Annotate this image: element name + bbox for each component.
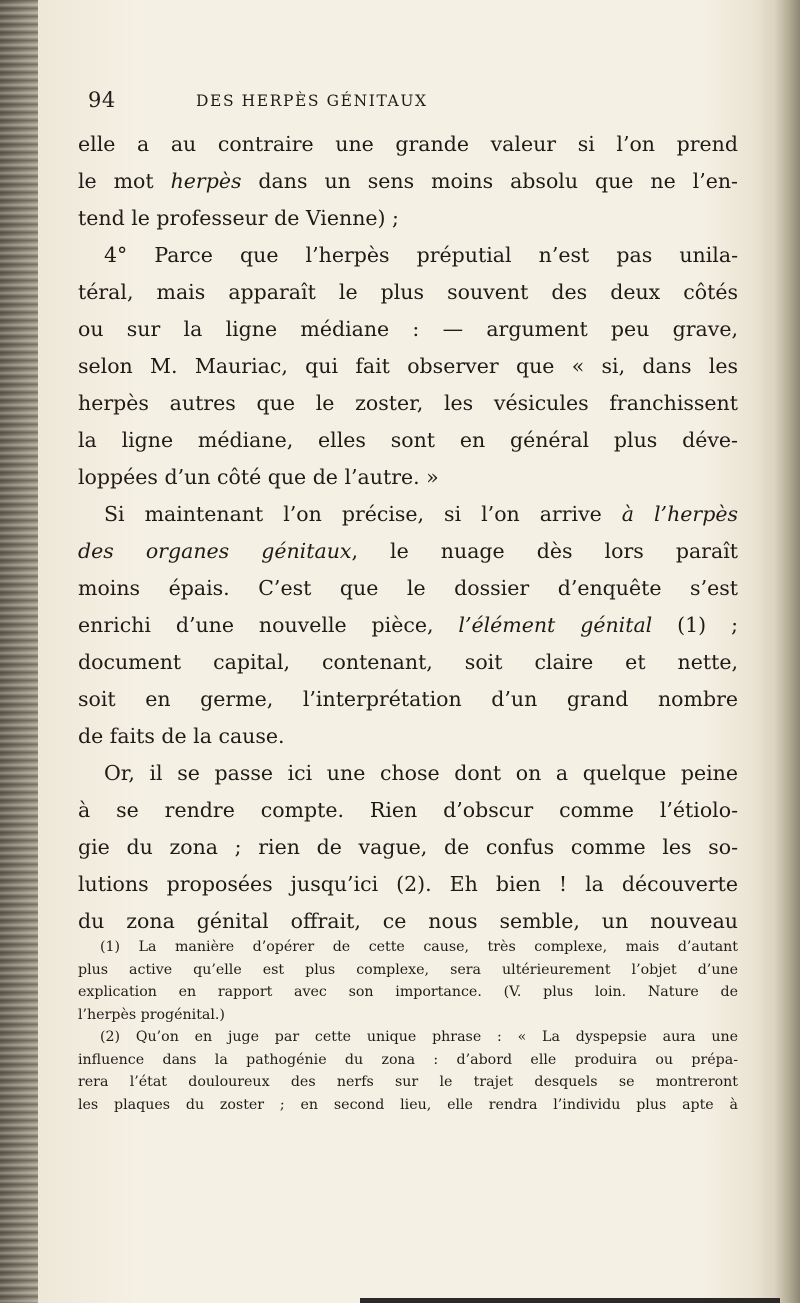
- page-right-edge: [760, 0, 800, 1303]
- running-title: DES HERPÈS GÉNITAUX: [196, 92, 428, 110]
- footnote-line: (2) Qu’on en juge par cette unique phrase : « La dyspepsie aura une: [100, 1029, 738, 1045]
- running-header: [88, 88, 668, 118]
- page-bottom-edge: [360, 1298, 780, 1303]
- body-line: moins épais. C’est que le dossier d’enquête s’est: [78, 576, 738, 600]
- body-line: elle a au contraire une grande valeur si l’on prend: [78, 132, 738, 156]
- body-line: lutions proposées jusqu’ici (2). Eh bien ! la découverte: [78, 872, 738, 896]
- body-line: selon M. Mauriac, qui fait observer que « si, dans les: [78, 354, 738, 378]
- footnote-line: l’herpès progénital.): [78, 1006, 225, 1023]
- body-line: soit en germe, l’interprétation d’un grand nombre: [78, 687, 738, 711]
- body-line: enrichi d’une nouvelle pièce, l’élément génital (1) ;: [78, 613, 738, 637]
- body-line: document capital, contenant, soit claire et nette,: [78, 650, 738, 674]
- footnotes: [78, 936, 738, 1116]
- body-line: le mot herpès dans un sens moins absolu que ne l’en-: [78, 169, 738, 193]
- body-line: Si maintenant l’on précise, si l’on arrive à l’herpès: [104, 502, 738, 526]
- body-line: la ligne médiane, elles sont en général plus déve-: [78, 428, 738, 452]
- body-line: loppées d’un côté que de l’autre. »: [78, 465, 439, 489]
- book-binding-edge: [0, 0, 38, 1303]
- body-line: 4° Parce que l’herpès préputial n’est pas unila-: [104, 243, 738, 267]
- body-line: herpès autres que le zoster, les vésicules franchissent: [78, 391, 738, 415]
- body-line: ou sur la ligne médiane : — argument peu grave,: [78, 317, 738, 341]
- body-text: [78, 126, 738, 940]
- body-line: gie du zona ; rien de vague, de confus comme les so-: [78, 835, 738, 859]
- footnote-line: les plaques du zoster ; en second lieu, elle rendra l’individu plus apte à: [78, 1096, 738, 1113]
- body-line: des organes génitaux, le nuage dès lors paraît: [78, 539, 738, 563]
- body-line: de faits de la cause.: [78, 724, 285, 748]
- footnote-line: rera l’état douloureux des nerfs sur le trajet desquels se montreront: [78, 1074, 738, 1090]
- footnote-line: (1) La manière d’opérer de cette cause, très complexe, mais d’autant: [100, 939, 738, 955]
- body-line: du zona génital offrait, ce nous semble, un nouveau: [78, 909, 738, 933]
- footnote-line: plus active qu’elle est plus complexe, sera ultérieurement l’objet d’une: [78, 961, 738, 978]
- body-line: téral, mais apparaît le plus souvent des deux côtés: [78, 280, 738, 304]
- page-number: 94: [88, 88, 116, 112]
- footnote-line: explication en rapport avec son importance. (V. plus loin. Nature de: [78, 984, 738, 1000]
- body-line: Or, il se passe ici une chose dont on a quelque peine: [104, 761, 738, 785]
- footnote-line: influence dans la pathogénie du zona : d’abord elle produira ou prépa-: [78, 1051, 738, 1068]
- body-line: tend le professeur de Vienne) ;: [78, 206, 399, 230]
- body-line: à se rendre compte. Rien d’obscur comme l’étiolo-: [78, 798, 738, 822]
